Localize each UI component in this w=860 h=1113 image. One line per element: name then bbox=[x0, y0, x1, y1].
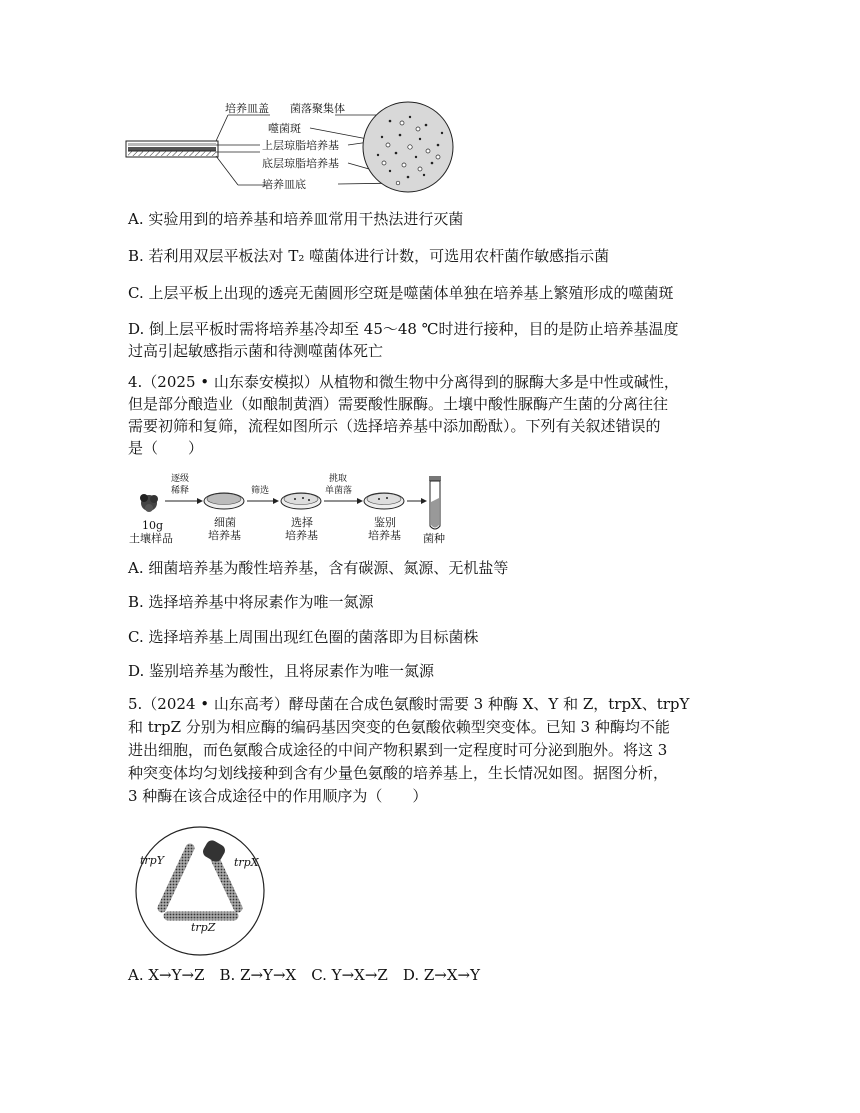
q5-stem-line-1: 5.（2024 • 山东高考）酵母菌在合成色氨酸时需要 3 种酶 X、Y 和 Z，trpX、trpY bbox=[128, 695, 690, 713]
q5-stem-line-2: 和 trpZ 分别为相应酶的编码基因突变的色氨酸依赖型突变体。已知 3 种酶均不能 bbox=[128, 718, 670, 736]
label-trpZ: trpZ bbox=[191, 921, 216, 934]
svg-text:筛选: 筛选 bbox=[251, 486, 270, 496]
label-trpY: trpY bbox=[140, 854, 164, 867]
svg-text:培养基: 培养基 bbox=[368, 529, 401, 542]
q4-option-c: C. 选择培养基上周围出现红色圈的菌落即为目标菌株 bbox=[128, 628, 479, 646]
selective-medium-dish bbox=[281, 493, 321, 509]
test-tube-icon bbox=[429, 476, 441, 529]
q3-option-d-cont: 过高引起敏感指示菌和待测噬菌体死亡 bbox=[128, 342, 384, 360]
label-bottom-agar: 底层琼脂培养基 bbox=[262, 157, 339, 170]
svg-text:培养基: 培养基 bbox=[285, 529, 318, 542]
q3-option-a: A. 实验用到的培养基和培养皿常用干热法进行灭菌 bbox=[128, 210, 464, 228]
q4-stem-line-4: 是（ ） bbox=[128, 439, 204, 457]
sample-label: 土壤样品 bbox=[129, 532, 173, 545]
svg-text:细菌: 细菌 bbox=[214, 516, 236, 529]
svg-text:培养基: 培养基 bbox=[208, 529, 241, 542]
svg-text:菌种: 菌种 bbox=[423, 532, 445, 545]
q4-stem-line-1: 4.（2025 • 山东泰安模拟）从植物和微生物中分离得到的脲酶大多是中性或碱性， bbox=[128, 373, 679, 391]
label-colony-cluster: 菌落聚集体 bbox=[290, 102, 345, 115]
svg-text:鉴别: 鉴别 bbox=[374, 516, 396, 529]
q5-stem-line-3: 进出细胞，而色氨酸合成途径的中间产物积累到一定程度时可分泌到胞外。将这 3 bbox=[128, 741, 668, 759]
differential-medium-dish bbox=[364, 493, 404, 509]
double-layer-plate-diagram bbox=[120, 95, 460, 200]
q5-stem-line-4: 种突变体均匀划线接种到含有少量色氨酸的培养基上，生长情况如图。据图分析， bbox=[128, 764, 669, 782]
q4-stem-line-3: 需要初筛和复筛，流程如图所示（选择培养基中添加酚酞）。下列有关叙述错误的 bbox=[128, 417, 661, 435]
isolation-flow-diagram bbox=[125, 468, 455, 560]
svg-text:单菌落: 单菌落 bbox=[325, 486, 353, 496]
q5-stem-line-5: 3 种酶在该合成途径中的作用顺序为（ ） bbox=[128, 787, 428, 805]
label-plaque: 噬菌斑 bbox=[268, 122, 301, 135]
sample-mass: 10g bbox=[142, 519, 164, 532]
svg-text:挑取: 挑取 bbox=[329, 474, 348, 484]
q3-option-d: D. 倒上层平板时需将培养基冷却至 45～48 ℃时进行接种，目的是防止培养基温度 bbox=[128, 320, 679, 338]
label-dish-lid: 培养皿盖 bbox=[225, 102, 269, 115]
svg-text:稀释: 稀释 bbox=[171, 486, 190, 496]
svg-text:选择: 选择 bbox=[291, 516, 313, 529]
soil-sample-icon bbox=[140, 494, 158, 512]
bacteria-medium-dish bbox=[204, 493, 244, 509]
mutant-streak-plate bbox=[130, 826, 270, 956]
q3-option-b: B. 若利用双层平板法对 T₂ 噬菌体进行计数，可选用农杆菌作敏感指示菌 bbox=[128, 247, 610, 265]
svg-text:逐级: 逐级 bbox=[171, 474, 190, 484]
q3-option-c: C. 上层平板上出现的透亮无菌圆形空斑是噬菌体单独在培养基上繁殖形成的噬菌斑 bbox=[128, 284, 674, 302]
label-upper-agar: 上层琼脂培养基 bbox=[262, 139, 339, 152]
q4-option-a: A. 细菌培养基为酸性培养基，含有碳源、氮源、无机盐等 bbox=[128, 559, 509, 577]
q4-option-b: B. 选择培养基中将尿素作为唯一氮源 bbox=[128, 593, 374, 611]
q4-option-d: D. 鉴别培养基为酸性，且将尿素作为唯一氮源 bbox=[128, 662, 435, 680]
label-dish-bottom: 培养皿底 bbox=[262, 178, 306, 191]
label-trpX: trpX bbox=[234, 856, 259, 869]
q4-stem-line-2: 但是部分酿造业（如酿制黄酒）需要酸性脲酶。土壤中酸性脲酶产生菌的分离往往 bbox=[128, 395, 669, 413]
q5-options: A. X→Y→Z B. Z→Y→X C. Y→X→Z D. Z→X→Y bbox=[128, 966, 480, 984]
